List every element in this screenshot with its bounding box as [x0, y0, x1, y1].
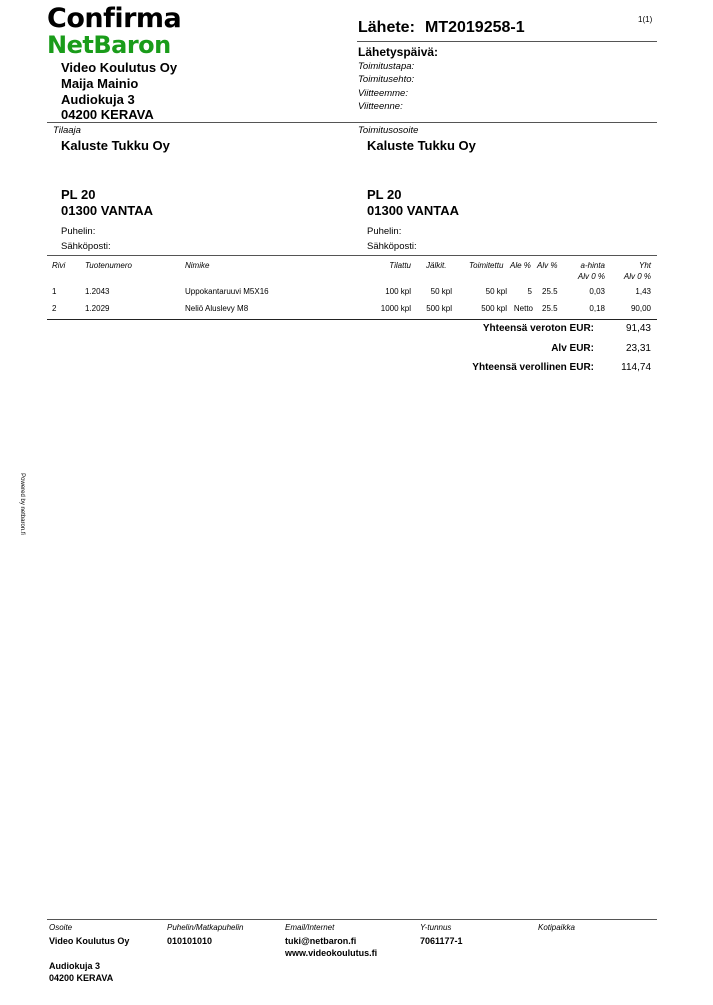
- cell-vat: 25.5: [542, 287, 558, 296]
- address-divider: [47, 122, 657, 123]
- our-reference-label: Viitteemme:: [358, 88, 408, 99]
- logo-confirma: Confirma: [47, 3, 182, 34]
- logo-netbaron: NetBaron: [47, 31, 171, 59]
- col-header-unit-price: a-hinta: [580, 261, 605, 270]
- orderer-heading: Tilaaja: [53, 125, 81, 136]
- col-header-delivered: Toimitettu: [469, 261, 504, 270]
- col-header-ordered: Tilattu: [389, 261, 411, 270]
- total-incl-vat-label: Yhteensä verollinen EUR:: [472, 362, 594, 373]
- col-header-name: Nimike: [185, 261, 210, 270]
- col-header-total: Yht: [638, 261, 651, 270]
- total-excl-vat-value: 91,43: [625, 323, 651, 334]
- cell-row: 1: [52, 287, 57, 296]
- total-excl-vat-label: Yhteensä veroton EUR:: [482, 323, 594, 334]
- footer-city: 04200 KERAVA: [49, 973, 114, 983]
- delivery-method-label: Toimitustapa:: [358, 61, 415, 72]
- orderer-email-label: Sähköposti:: [61, 241, 111, 252]
- doc-date-label: Lähetyspäivä:: [358, 45, 439, 59]
- footer-ytunnus-label: Y-tunnus: [420, 923, 452, 932]
- delivery-name: Kaluste Tukku Oy: [367, 138, 476, 153]
- delivery-terms-label: Toimitusehto:: [358, 74, 415, 85]
- footer-street: Audiokuja 3: [49, 961, 101, 971]
- table-top-divider: [47, 255, 657, 256]
- orderer-name: Kaluste Tukku Oy: [61, 138, 170, 153]
- cell-backorder: 500 kpl: [426, 304, 452, 313]
- cell-unit-price: 0,03: [589, 287, 605, 296]
- footer-web[interactable]: www.videokoulutus.fi: [285, 948, 378, 958]
- sender-company: Video Koulutus Oy: [61, 60, 178, 75]
- cell-delivered: 500 kpl: [481, 304, 507, 313]
- cell-ordered: 1000 kpl: [380, 304, 411, 313]
- cell-row: 2: [52, 304, 57, 313]
- col-header-total-sub: Alv 0 %: [623, 272, 651, 281]
- total-incl-vat-value: 114,74: [621, 362, 651, 373]
- sender-contact: Maija Mainio: [61, 76, 139, 91]
- col-header-discount: Ale %: [510, 261, 531, 270]
- doc-type-label: Lähete:: [358, 19, 415, 36]
- sender-city: 04200 KERAVA: [61, 107, 154, 122]
- footer-company: Video Koulutus Oy: [49, 936, 130, 946]
- orderer-city: 01300 VANTAA: [61, 203, 153, 218]
- header-divider: [357, 41, 657, 42]
- cell-total: 90,00: [630, 304, 651, 313]
- footer-email[interactable]: tuki@netbaron.fi: [285, 936, 357, 946]
- footer-domicile-label: Kotipaikka: [538, 923, 575, 932]
- cell-vat: 25.5: [542, 304, 558, 313]
- col-header-row: Rivi: [52, 261, 66, 270]
- cell-name: Uppokantaruuvi M5X16: [185, 287, 269, 296]
- cell-discount: 5: [527, 287, 532, 296]
- col-header-backorder: Jälkit.: [426, 261, 447, 270]
- cell-total: 1,43: [635, 287, 651, 296]
- orderer-street: PL 20: [61, 187, 96, 202]
- delivery-address-heading: Toimitusosoite: [358, 125, 419, 136]
- footer-phone-label: Puhelin/Matkapuhelin: [167, 923, 244, 932]
- delivery-city: 01300 VANTAA: [367, 203, 459, 218]
- col-header-product-no: Tuotenumero: [85, 261, 132, 270]
- delivery-email-label: Sähköposti:: [367, 241, 417, 252]
- cell-unit-price: 0,18: [589, 304, 605, 313]
- col-header-vat: Alv %: [537, 261, 558, 270]
- cell-ordered: 100 kpl: [385, 287, 411, 296]
- page-number: 1(1): [638, 15, 653, 24]
- cell-discount: Netto: [513, 304, 533, 313]
- powered-by-text: Powered by netbaron.fi: [19, 473, 25, 535]
- footer-email-label: Email/Internet: [285, 923, 335, 932]
- vat-amount-value: 23,31: [625, 343, 651, 354]
- cell-backorder: 50 kpl: [430, 287, 452, 296]
- orderer-phone-label: Puhelin:: [61, 226, 96, 237]
- table-bottom-divider: [47, 319, 657, 320]
- cell-name: Neliö Aluslevy M8: [185, 304, 249, 313]
- sender-street: Audiokuja 3: [61, 92, 135, 107]
- cell-delivered: 50 kpl: [485, 287, 507, 296]
- cell-product-no: 1.2043: [85, 287, 110, 296]
- your-reference-label: Viitteenne:: [358, 101, 403, 112]
- cell-product-no: 1.2029: [85, 304, 110, 313]
- delivery-street: PL 20: [367, 187, 402, 202]
- footer-ytunnus: 7061177-1: [420, 936, 463, 946]
- footer-phone: 010101010: [167, 936, 213, 946]
- delivery-phone-label: Puhelin:: [367, 226, 402, 237]
- footer-divider: [47, 919, 657, 920]
- doc-number: MT2019258-1: [425, 19, 525, 36]
- vat-amount-label: Alv EUR:: [551, 343, 594, 354]
- col-header-unit-price-sub: Alv 0 %: [577, 272, 605, 281]
- footer-address-label: Osoite: [49, 923, 73, 932]
